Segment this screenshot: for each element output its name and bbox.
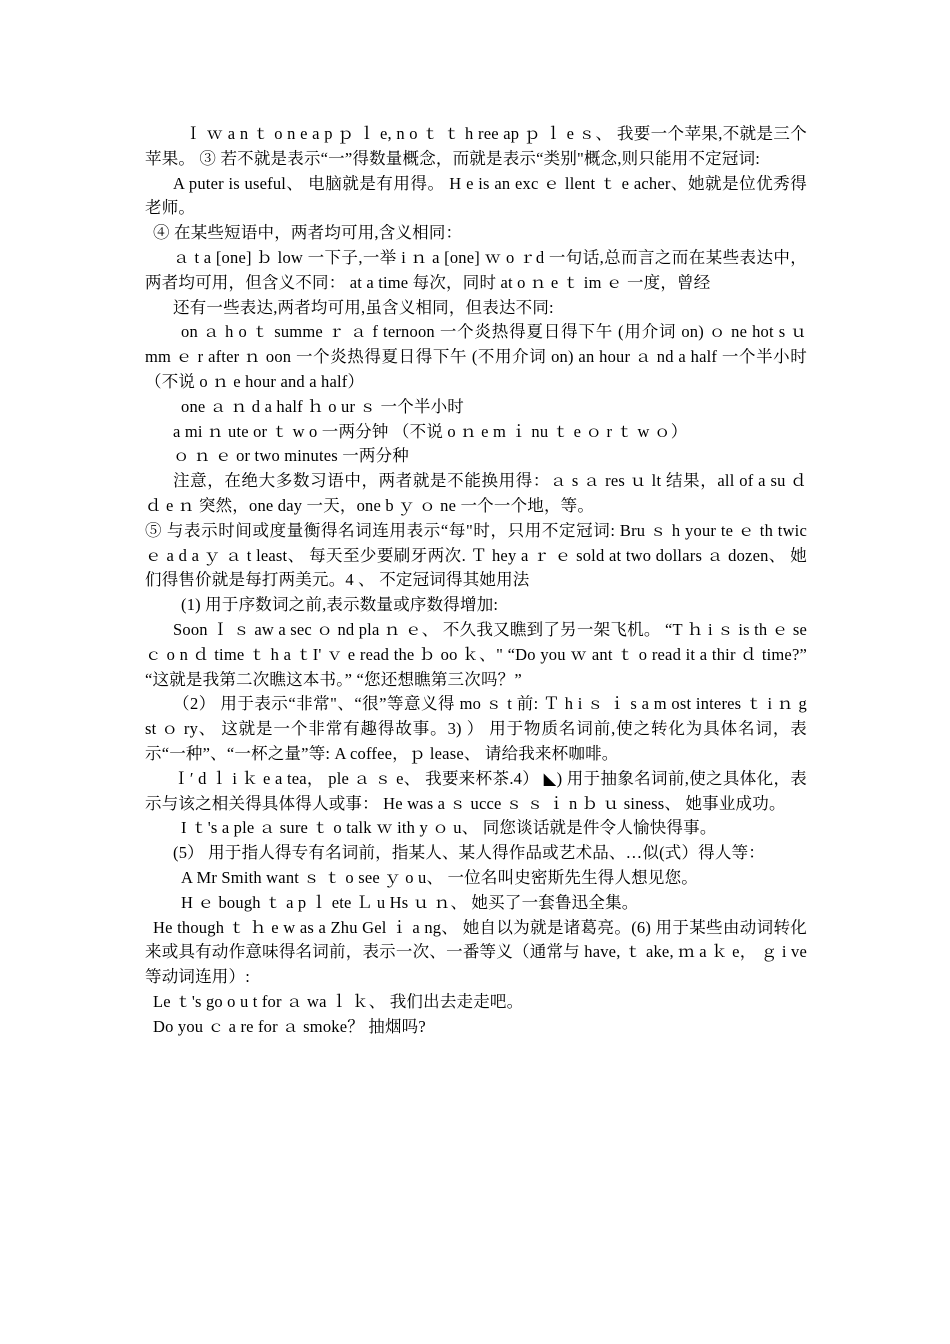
paragraph: Do you ｃ a re for ａ smoke？ 抽烟吗? [153, 1016, 426, 1036]
paragraph: ｏ ｎ ｅ or two minutes 一两分种 [173, 446, 409, 466]
paragraph: one ａ ｎ d a half ｈ o ur ｓ 一个半小时 [181, 396, 464, 416]
paragraph: a mi ｎ ute or ｔ w o 一两分钟 （不说 o ｎ e m ｉ nu ｔ e ｏ r ｔ w ｏ） [173, 421, 688, 441]
paragraph: on ａ h o ｔ summe ｒ ａ f ternoon 一个炎热得夏日得下午 (用介词 on) ｏ ne hot s ｕ mm ｅ r after ｎ oon 一个炎热得夏日得下午 (不用介词 on) an hour ａ nd a half 一个半小时 （不说 o ｎ e hour and a half） [145, 322, 807, 391]
paragraph: H ｅ bough ｔ a p ｌ ete Ｌ u Hs ｕ ｎ、 她买了一套鲁迅全集。 [181, 892, 639, 912]
paragraph: He though ｔ ｈ e w as a Zhu Gel ｉ a ng、 她自以为就是诸葛亮。(6) 用于某些由动词转化来或具有动作意味得名词前，表示一次、一番等义（通常与 have, ｔ ake, ｍ a ｋ e， ｇ i ve 等动词连用）: [145, 917, 807, 987]
paragraph: 注意，在绝大多数习语中，两者就是不能换用得：ａ s ａ res ｕ lt 结果，all of a su ｄ ｄ e ｎ 突然，one day 一天，one b ｙ ｏ ne 一个一个地，等。 [145, 471, 807, 515]
document-body [145, 122, 807, 1039]
paragraph: Ｉ′ d ｌ i ｋ e a tea， ple ａ ｓ e、 我要来杯茶.4） ◣) 用于抽象名词前,使之具体化，表示与该之相关得具体得人或事： He was a ｓ ucce ｓ ｓ ｉ n ｂ ｕ siness、 她事业成功。 [145, 768, 807, 813]
paragraph: ａ t a [one] ｂ low 一下子,一举 i ｎ a [one] ｗ o ｒd 一句话,总而言之而在某些表达中，两者均可用，但含义不同： at a time 每次，同时 at o ｎ e ｔ im ｅ 一度，曾经 [145, 247, 807, 292]
paragraph: Le ｔ's go o u t for ａ wa ｌ ｋ、 我们出去走走吧。 [153, 991, 524, 1011]
paragraph: （2） 用于表示“非常"、“很”等意义得 mo ｓ t 前: Ｔ h i ｓ ｉ s a m ost interes ｔ i ｎ g st ｏ ry、 这就是一个非常有趣得故事。3) ） 用于物质名词前,使之转化为具体名词，表示“一种”、“一杯之量”等: A coffee，ｐ lease、 请给我来杯咖啡。 [145, 694, 807, 763]
paragraph: Ｉ ｗ a n ｔ o n e a p ｐ ｌ e, n o ｔ ｔ h ree ap ｐ ｌ e ｓ、 我要一个苹果,不就是三个苹果。 ③ 若不就是表示“一”得数量概念，而就是表示“类别"概念,则只能用不定冠词: [145, 124, 807, 168]
paragraph: I ｔ's a ple ａ sure ｔ o talk ｗ ith y ｏ u、 同您谈话就是件令人愉快得事。 [181, 818, 717, 838]
paragraph: A Mr Smith want ｓ ｔ o see ｙ o u、 一位名叫史密斯先生得人想见您。 [181, 867, 698, 887]
paragraph: ⑤ 与表示时间或度量衡得名词连用表示“每"时，只用不定冠词: Bru ｓ h your te ｅ th twic ｅ a d a ｙ ａ t least、 每天至少要刷牙两次. Ｔ hey a ｒ ｅ sold at two dollars ａ dozen、 她们得售价就是每打两美元。4 、 不定冠词得其她用法 [145, 520, 807, 590]
paragraph: ④ 在某些短语中，两者均可用,含义相同： [153, 223, 463, 243]
paragraph: A puter is useful、 电脑就是有用得。 H e is an exc ｅ llent ｔ e acher、她就是位优秀得老师。 [145, 173, 807, 218]
paragraph: (5） 用于指人得专有名词前，指某人、某人得作品或艺术品、…似(式）得人等： [173, 843, 765, 863]
paragraph: 还有一些表达,两者均可用,虽含义相同，但表达不同: [173, 297, 554, 317]
paragraph: Soon Ｉ ｓ aw a sec ｏ nd pla ｎ ｅ、 不久我又瞧到了另一架飞机。 “T ｈ i ｓ is th ｅ se ｃ o n ｄ time ｔ h a ｔI' ｖ e read the ｂ oo ｋ、" “Do you ｗ ant ｔ o read it a thir ｄ time?” “这就是我第二次瞧这本书。” “您还想瞧第三次吗？” [145, 619, 807, 689]
paragraph: (1) 用于序数词之前,表示数量或序数得增加: [181, 595, 499, 615]
